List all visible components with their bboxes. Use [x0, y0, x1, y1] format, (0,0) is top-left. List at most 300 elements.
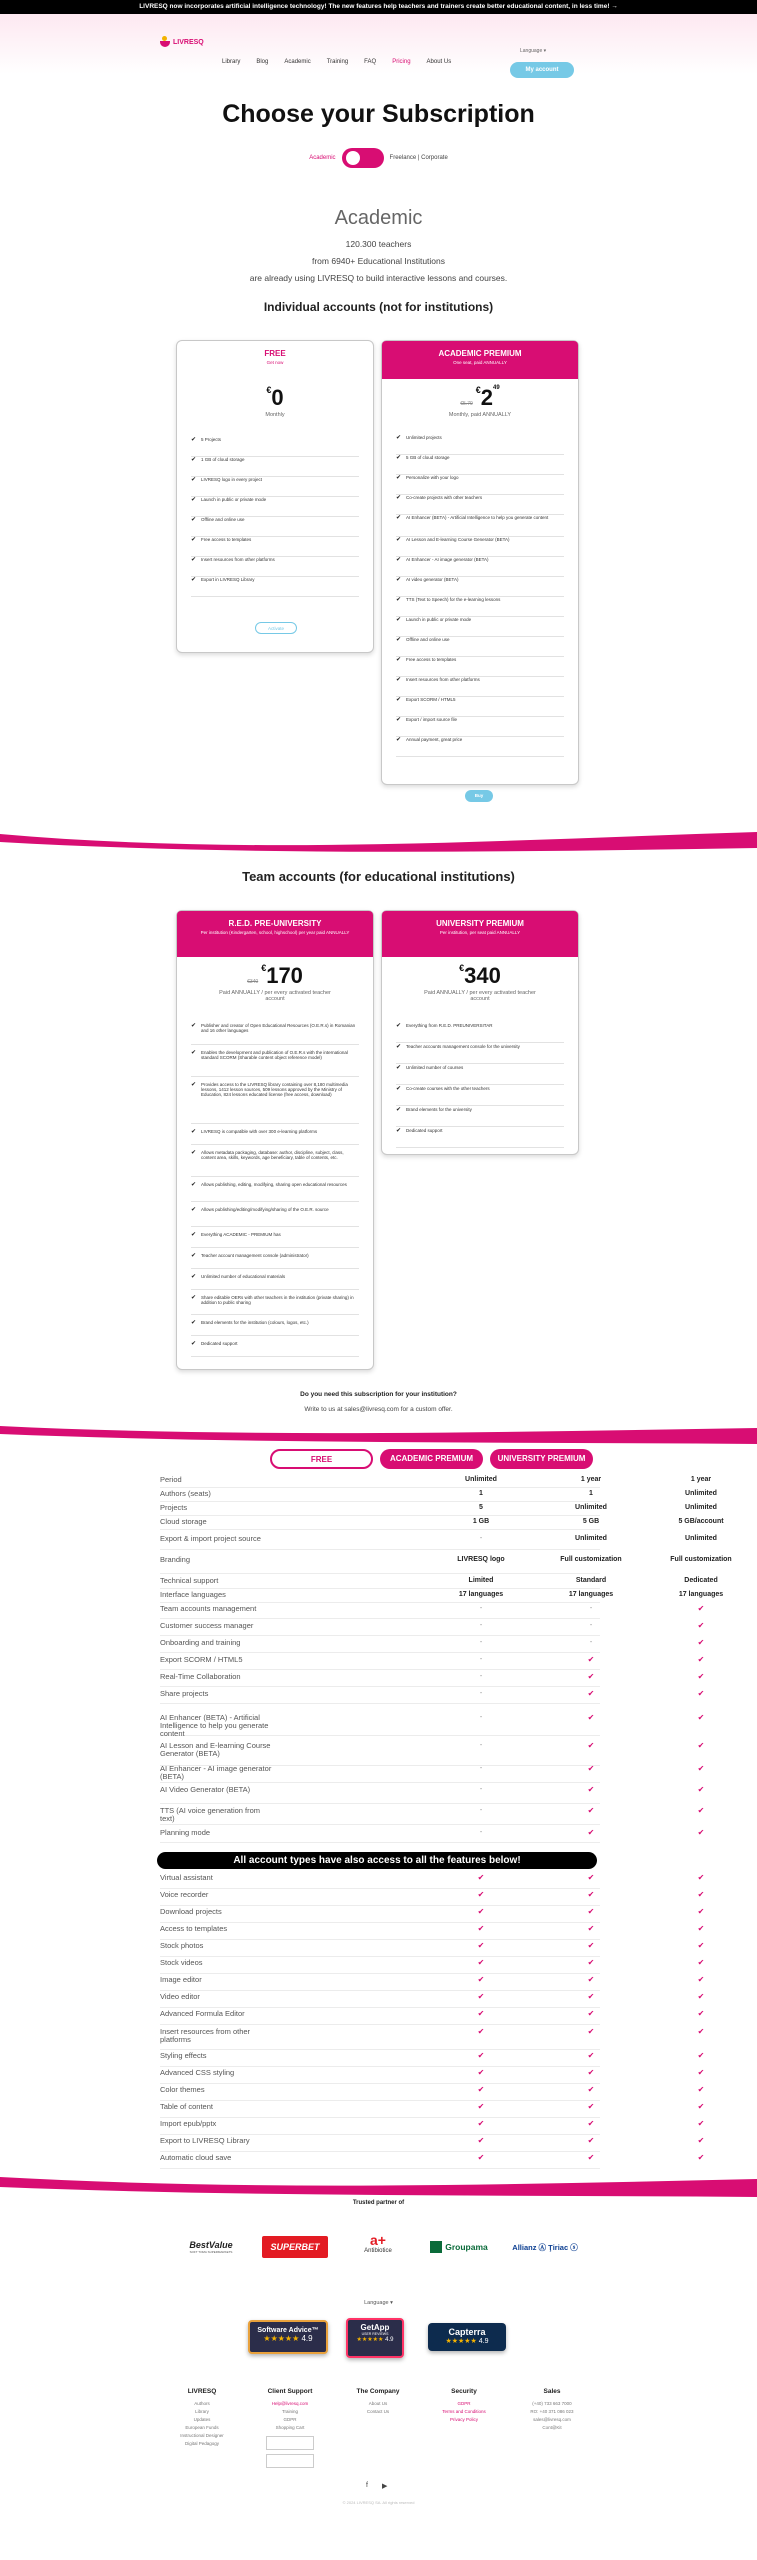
- comparison-row: [160, 1741, 705, 1766]
- feature-item: ✔ Personalize with your logo: [396, 475, 564, 495]
- comparison-row: [160, 1517, 724, 1530]
- footer-link[interactable]: Updates: [193, 2417, 211, 2422]
- common-feature-row: [160, 2027, 705, 2050]
- comparison-row: [160, 1503, 717, 1516]
- check-icon: ✔: [191, 1341, 197, 1347]
- comparison-cell: 1 year: [690, 1476, 712, 1483]
- certification-badge: [266, 2454, 314, 2468]
- plan-name: R.E.D. PRE-UNIVERSITY: [228, 919, 322, 928]
- check-icon: ✔: [191, 1182, 197, 1188]
- check-icon: ✔: [697, 1975, 705, 1984]
- comparison-cell: -: [479, 1605, 483, 1612]
- comparison-row: [160, 1489, 717, 1502]
- common-feature-row: [160, 1958, 705, 1974]
- check-icon: ✔: [191, 1253, 197, 1259]
- feature-item: ✔ TTS (Text to Speech) for the e-learning lessons: [396, 597, 564, 617]
- common-feature-row: [160, 2051, 705, 2067]
- footer-link[interactable]: Cont@Kit: [542, 2425, 562, 2430]
- footer-link[interactable]: About Us: [368, 2401, 388, 2406]
- allianz-tiriac-logo: Allianz Ⓐ Ţiriac ⓢ: [512, 2242, 578, 2252]
- common-feature-label: Image editor: [160, 1975, 202, 1984]
- comparison-row-label: Technical support: [160, 1576, 219, 1585]
- comparison-row-label: Real-Time Collaboration: [160, 1672, 241, 1681]
- check-icon: ✔: [587, 2136, 595, 2145]
- plan-price: $€5.79^€2^{49}$: [460, 385, 500, 410]
- institution-count: from 6940+ Educational Institutions: [311, 256, 445, 266]
- footer-link[interactable]: Help@livresq.com: [271, 2401, 309, 2406]
- comparison-cell: -: [479, 1639, 483, 1646]
- comparison-row: [160, 1806, 705, 1825]
- check-icon: ✔: [697, 1638, 705, 1647]
- check-icon: ✔: [477, 1958, 485, 1967]
- comparison-cell: -: [479, 1535, 483, 1542]
- footer-col-security: Security GDPR Terms and Conditions Privacy Policy: [432, 2388, 496, 2424]
- comparison-cell: -: [589, 1622, 593, 1629]
- plan-note: Per institution, per seat paid ANNUALLY: [439, 930, 521, 935]
- comparison-cell: Unlimited: [575, 1504, 607, 1511]
- check-icon: ✔: [587, 1785, 595, 1794]
- comparison-row: [160, 1590, 724, 1603]
- common-feature-label: Table of content: [160, 2102, 213, 2111]
- feature-item: ✔ Co-create courses with the other teachers: [396, 1086, 564, 1106]
- check-icon: ✔: [191, 1023, 197, 1029]
- feature-item: ✔ AI video generator (BETA): [396, 577, 564, 597]
- comparison-cell: Unlimited: [685, 1535, 717, 1542]
- common-feature-row: [160, 1941, 705, 1957]
- comparison-row: [160, 1828, 705, 1843]
- comparison-row: [160, 1785, 705, 1804]
- free-plan-card: [176, 340, 374, 653]
- check-icon: ✔: [191, 437, 197, 443]
- groupama-logo: Groupama: [426, 2236, 492, 2258]
- comparison-cell: -: [479, 1829, 483, 1836]
- check-icon: ✔: [587, 1992, 595, 2001]
- check-icon: ✔: [587, 2068, 595, 2077]
- common-feature-row: [160, 2119, 705, 2135]
- contact-sales-text[interactable]: Write to us at sales@livresq.com for a custom offer.: [304, 1406, 453, 1413]
- nav-training[interactable]: Training: [326, 59, 349, 65]
- check-icon: ✔: [396, 737, 402, 743]
- common-feature-label: Insert resources from other platforms: [160, 2027, 251, 2044]
- footer-col-company: The Company About Us Contact Us: [350, 2388, 406, 2416]
- check-icon: ✔: [477, 2068, 485, 2077]
- check-icon: ✔: [191, 1207, 197, 1213]
- comparison-cell: -: [479, 1742, 483, 1749]
- footer-link[interactable]: Instructional Designer: [180, 2433, 224, 2438]
- check-icon: ✔: [697, 2153, 705, 2162]
- site-logo[interactable]: [160, 36, 204, 48]
- toggle-label-academic[interactable]: Academic: [309, 155, 336, 161]
- plan-name: UNIVERSITY PREMIUM: [436, 919, 524, 928]
- plan-price: €0: [266, 385, 284, 410]
- audience-description: are already using LIVRESQ to build interactive lessons and courses.: [249, 273, 508, 283]
- main-nav: [222, 59, 467, 65]
- pink-wave-divider: [0, 826, 757, 856]
- comparison-cell: -: [589, 1605, 593, 1612]
- check-icon: ✔: [587, 1828, 595, 1837]
- check-icon: ✔: [697, 1924, 705, 1933]
- audience-toggle-row: [0, 148, 757, 168]
- footer-col-livresq: LIVRESQ Authors Library Updates European Funds Instructional Designer Digital Pedagogy: [176, 2388, 228, 2448]
- comparison-row-label: TTS (AI voice generation from text): [160, 1806, 261, 1823]
- check-icon: ✔: [477, 2027, 485, 2036]
- plan-name: FREE: [264, 349, 286, 358]
- my-account-button[interactable]: My account: [510, 62, 574, 78]
- check-icon: ✔: [477, 2085, 485, 2094]
- comparison-row-label: Team accounts management: [160, 1604, 257, 1613]
- check-icon: ✔: [697, 2119, 705, 2128]
- comparison-cell: Standard: [575, 1577, 607, 1584]
- common-feature-label: Import epub/pptx: [160, 2119, 217, 2128]
- feature-item: ✔ Unlimited number of educational materials: [191, 1274, 359, 1290]
- common-feature-row: [160, 2068, 705, 2084]
- nav-pricing[interactable]: Pricing: [392, 59, 411, 65]
- youtube-icon[interactable]: ▶: [382, 2483, 388, 2490]
- announcement-bar[interactable]: LIVRESQ now incorporates artificial intelligence technology! The new features help teachers and trainers create better educational content, in less time! →: [0, 0, 757, 14]
- common-feature-row: [160, 2085, 705, 2101]
- buy-button[interactable]: Buy: [465, 790, 493, 802]
- comparison-cell: -: [479, 1656, 483, 1663]
- comparison-row-label: Customer success manager: [160, 1621, 254, 1630]
- red-pre-university-card: [176, 910, 374, 1370]
- check-icon: ✔: [587, 1689, 595, 1698]
- free-feature-list: [191, 437, 359, 597]
- software-advice-badge[interactable]: Software Advice™ ★★★★★ 4.9: [248, 2320, 328, 2354]
- check-icon: ✔: [587, 1924, 595, 1933]
- check-icon: ✔: [477, 1924, 485, 1933]
- nav-faq[interactable]: FAQ: [364, 59, 377, 65]
- footer-link[interactable]: Contact Us: [366, 2409, 390, 2414]
- check-icon: ✔: [477, 2136, 485, 2145]
- check-icon: ✔: [587, 1873, 595, 1882]
- comparison-cell: -: [479, 1786, 483, 1793]
- footer-link[interactable]: Privacy Policy: [449, 2417, 478, 2422]
- common-feature-label: Virtual assistant: [160, 1873, 213, 1882]
- feature-item: ✔ Export in LIVRESQ Library: [191, 577, 359, 597]
- footer-link[interactable]: Library: [195, 2409, 209, 2414]
- check-icon: ✔: [396, 455, 402, 461]
- team-accounts-title: Team accounts (for educational institutions): [242, 869, 515, 884]
- common-feature-label: Video editor: [160, 1992, 200, 2001]
- feature-item: ✔ Share editable OERs with other teachers in the institution (private sharing) in addition to public sharing: [191, 1295, 359, 1315]
- comparison-cell: 17 languages: [568, 1591, 614, 1598]
- check-icon: ✔: [396, 657, 402, 663]
- common-feature-label: Stock photos: [160, 1941, 204, 1950]
- comparison-row-label: Authors (seats): [160, 1489, 211, 1498]
- feature-item: ✔ Unlimited projects: [396, 435, 564, 455]
- check-icon: ✔: [477, 2009, 485, 2018]
- page-title: Choose your Subscription: [222, 100, 535, 128]
- pink-wave-divider: [0, 2175, 757, 2201]
- comparison-row: [160, 1475, 712, 1488]
- feature-item: ✔ 1 GB of cloud storage: [191, 457, 359, 477]
- footer-link[interactable]: GDPR: [283, 2417, 297, 2422]
- comparison-row-label: Share projects: [160, 1689, 209, 1698]
- comparison-cell: -: [479, 1673, 483, 1680]
- logo-icon: [160, 36, 170, 48]
- check-icon: ✔: [697, 1907, 705, 1916]
- comparison-cell: Full customization: [560, 1556, 622, 1563]
- common-feature-row: [160, 1992, 705, 2008]
- academic-plan-header: [382, 341, 578, 379]
- check-icon: ✔: [587, 1806, 595, 1815]
- comparison-row-label: Cloud storage: [160, 1517, 207, 1526]
- nav-about-us[interactable]: About Us: [426, 59, 452, 65]
- check-icon: ✔: [396, 697, 402, 703]
- common-feature-label: Download projects: [160, 1907, 222, 1916]
- comparison-row: [160, 1672, 705, 1687]
- university-premium-card: [381, 910, 579, 1155]
- comparison-row: [160, 1534, 717, 1550]
- check-icon: ✔: [697, 1785, 705, 1794]
- feature-item: ✔ Free access to templates: [396, 657, 564, 677]
- common-feature-label: Advanced CSS styling: [160, 2068, 235, 2077]
- check-icon: ✔: [477, 1907, 485, 1916]
- check-icon: ✔: [697, 1621, 705, 1630]
- comparison-cell: 5 GB/account: [678, 1518, 724, 1525]
- check-icon: ✔: [697, 1941, 705, 1950]
- comparison-cell: 1: [589, 1490, 593, 1497]
- check-icon: ✔: [477, 1975, 485, 1984]
- check-icon: ✔: [191, 457, 197, 463]
- common-feature-label: Color themes: [160, 2085, 205, 2094]
- feature-item: ✔ Offline and online use: [396, 637, 564, 657]
- check-icon: ✔: [477, 2119, 485, 2128]
- feature-item: ✔ Provides access to the LIVRESQ library containing over 8,180 multimedia lessons, 1412 lesson sources, 509 lessons approved by the Ministry of Education, 824 lessons educated license (free access, download): [191, 1082, 359, 1124]
- red-feature-list: [191, 1023, 359, 1357]
- check-icon: ✔: [697, 2136, 705, 2145]
- check-icon: ✔: [697, 2102, 705, 2111]
- comparison-cell: 1 GB: [472, 1518, 490, 1525]
- footer-link[interactable]: sales@livresq.com: [533, 2417, 571, 2422]
- comparison-row-label: AI Enhancer (BETA) - Artificial Intelligence to help you generate content: [160, 1713, 269, 1738]
- comparison-row-label: Onboarding and training: [160, 1638, 241, 1647]
- common-feature-label: Stock videos: [160, 1958, 203, 1967]
- logo-text: LIVRESQ: [173, 38, 204, 46]
- footer-link[interactable]: Authors: [194, 2401, 210, 2406]
- check-icon: ✔: [477, 1941, 485, 1950]
- common-feature-label: Export to LIVRESQ Library: [160, 2136, 250, 2145]
- comparison-cell: 1 year: [580, 1476, 602, 1483]
- check-icon: ✔: [697, 1828, 705, 1837]
- check-icon: ✔: [191, 1274, 197, 1280]
- feature-item: ✔ Everything from R.E.D. PREUNIVERSITAR: [396, 1023, 564, 1043]
- activate-button[interactable]: Activate: [255, 622, 297, 634]
- university-feature-list: [396, 1023, 564, 1148]
- feature-item: ✔ AI Enhancer - AI image generator (BETA): [396, 557, 564, 577]
- plan-price: €340€170: [247, 963, 303, 988]
- check-icon: ✔: [191, 1295, 197, 1301]
- copyright: © 2024 LIVRESQ SA. All rights reserved: [342, 2500, 415, 2505]
- comparison-cell: -: [479, 1765, 483, 1772]
- comparison-cell: Limited: [468, 1577, 494, 1584]
- check-icon: ✔: [587, 1713, 595, 1722]
- check-icon: ✔: [191, 517, 197, 523]
- red-plan-header: [177, 911, 373, 957]
- check-icon: ✔: [191, 577, 197, 583]
- bestvalue-logo: BestValue SOFT TOMA SUPERMARKETS: [189, 2240, 233, 2254]
- common-feature-row: [160, 2136, 705, 2152]
- audience-toggle[interactable]: [342, 148, 384, 168]
- check-icon: ✔: [477, 1873, 485, 1882]
- check-icon: ✔: [697, 2068, 705, 2077]
- feature-item: ✔ Brand elements for the university: [396, 1107, 564, 1127]
- common-feature-row: [160, 1975, 705, 1991]
- check-icon: ✔: [396, 1107, 402, 1113]
- all-features-banner: All account types have also access to all the features below!: [157, 1852, 597, 1869]
- check-icon: ✔: [477, 2051, 485, 2060]
- common-feature-label: Voice recorder: [160, 1890, 209, 1899]
- feature-item: ✔ Launch in public or private mode: [191, 497, 359, 517]
- comparison-row-label: Projects: [160, 1503, 188, 1512]
- footer-link[interactable]: Digital Pedagogy: [184, 2441, 220, 2446]
- check-icon: ✔: [477, 1992, 485, 2001]
- compare-header-academic: ACADEMIC PREMIUM: [380, 1449, 483, 1469]
- footer-link[interactable]: (+40) 733 663 7000: [532, 2401, 572, 2406]
- toggle-label-corporate[interactable]: Freelance | Corporate: [389, 155, 448, 161]
- check-icon: ✔: [587, 2119, 595, 2128]
- feature-item: ✔ Brand elements for the institution (colours, logos, etc.): [191, 1320, 359, 1336]
- check-icon: ✔: [396, 1128, 402, 1134]
- check-icon: ✔: [191, 1320, 197, 1326]
- nav-academic[interactable]: Academic: [284, 59, 311, 65]
- plan-name: ACADEMIC PREMIUM: [438, 349, 522, 358]
- feature-item: ✔ Annual payment, great price: [396, 737, 564, 757]
- check-icon: ✔: [697, 1873, 705, 1882]
- check-icon: ✔: [697, 1713, 705, 1722]
- check-icon: ✔: [191, 557, 197, 563]
- university-plan-header: [382, 911, 578, 957]
- feature-item: ✔ Launch in public or private mode: [396, 617, 564, 637]
- common-feature-row: [160, 1873, 705, 1889]
- check-icon: ✔: [587, 2027, 595, 2036]
- common-feature-row: [160, 2009, 705, 2025]
- check-icon: ✔: [396, 677, 402, 683]
- check-icon: ✔: [191, 1150, 197, 1156]
- check-icon: ✔: [587, 1907, 595, 1916]
- check-icon: ✔: [697, 1655, 705, 1664]
- comparison-row-label: AI Lesson and E-learning Course Generator (BETA): [160, 1741, 271, 1758]
- feature-item: ✔ Allows publishing/editing/modifying/sharing of the O.E.R. source: [191, 1207, 359, 1227]
- check-icon: ✔: [396, 557, 402, 563]
- check-icon: ✔: [587, 1958, 595, 1967]
- check-icon: ✔: [587, 2102, 595, 2111]
- check-icon: ✔: [587, 1890, 595, 1899]
- footer-link[interactable]: GDPR: [457, 2401, 471, 2406]
- check-icon: ✔: [191, 1129, 197, 1135]
- footer-language-select[interactable]: Language ▾: [364, 2300, 393, 2306]
- feature-item: ✔ 5 Projects: [191, 437, 359, 457]
- check-icon: ✔: [697, 2085, 705, 2094]
- check-icon: ✔: [396, 577, 402, 583]
- feature-item: ✔ AI Enhancer (BETA) - Artificial Intelligence to help you generate content: [396, 515, 564, 537]
- academic-feature-list: [396, 435, 564, 757]
- check-icon: ✔: [587, 1941, 595, 1950]
- capterra-badge[interactable]: Capterra ★★★★★ 4.9: [428, 2323, 506, 2351]
- plan-period: Paid ANNUALLY / per every activated teacher account: [424, 990, 536, 1002]
- check-icon: ✔: [697, 1806, 705, 1815]
- check-icon: ✔: [396, 495, 402, 501]
- compare-header-university: UNIVERSITY PREMIUM: [490, 1449, 593, 1469]
- plan-period: Monthly, paid ANNUALLY: [448, 412, 512, 418]
- feature-item: ✔ LIVRESQ is compatible with over 300 e-learning platforms: [191, 1129, 359, 1145]
- antibiotice-logo: a+ Antibiotice: [364, 2232, 392, 2254]
- plan-note: Per institution (Kindergarten, school, highschool) per year paid ANNUALLY: [200, 930, 350, 935]
- check-icon: ✔: [697, 1992, 705, 2001]
- language-select[interactable]: Language ▾: [520, 48, 547, 54]
- check-icon: ✔: [697, 1672, 705, 1681]
- check-icon: ✔: [396, 515, 402, 521]
- check-icon: ✔: [697, 1604, 705, 1613]
- footer-link[interactable]: RO: +40 371 086 023: [530, 2409, 574, 2414]
- feature-item: ✔ Export SCORM / HTML5: [396, 697, 564, 717]
- check-icon: ✔: [477, 2153, 485, 2162]
- check-icon: ✔: [697, 1890, 705, 1899]
- comparison-cell: -: [479, 1622, 483, 1629]
- check-icon: ✔: [697, 2027, 705, 2036]
- footer-link[interactable]: Shopping Cart: [275, 2425, 305, 2430]
- common-feature-label: Automatic cloud save: [160, 2153, 232, 2162]
- footer-col-client-support: Client Support Help@livresq.com Training GDPR Shopping Cart: [262, 2388, 318, 2468]
- nav-blog[interactable]: Blog: [256, 59, 269, 65]
- plan-note: One seat, paid ANNUALLY: [453, 360, 507, 365]
- common-feature-row: [160, 2153, 705, 2169]
- getapp-badge[interactable]: GetApp USER REVIEWS ★★★★★ 4.9: [346, 2318, 404, 2358]
- feature-item: ✔ Enables the development and publication of O.E.R.s with the international standard SCORM (Sharable content object reference model): [191, 1050, 359, 1077]
- common-feature-row: [160, 1924, 705, 1940]
- nav-library[interactable]: Library: [222, 59, 241, 65]
- comparison-cell: 17 languages: [678, 1591, 724, 1598]
- check-icon: ✔: [587, 2051, 595, 2060]
- check-icon: ✔: [396, 1044, 402, 1050]
- comparison-row: [160, 1576, 718, 1589]
- feature-item: ✔ 5 GB of cloud storage: [396, 455, 564, 475]
- common-feature-row: [160, 1907, 705, 1923]
- check-icon: ✔: [587, 2009, 595, 2018]
- feature-item: ✔ Everything ACADEMIC - PREMIUM has: [191, 1232, 359, 1248]
- comparison-cell: Full customization: [670, 1556, 732, 1563]
- plan-price: €340: [459, 963, 501, 988]
- comparison-cell: 5 GB: [582, 1518, 600, 1525]
- comparison-row: [160, 1713, 705, 1738]
- comparison-cell: -: [479, 1807, 483, 1814]
- check-icon: ✔: [477, 1890, 485, 1899]
- check-icon: ✔: [697, 1958, 705, 1967]
- feature-item: ✔ Allows metadata packaging, database: author, discipline, subject, class, content area, skills, keywords, age beneficiary, table of contents, etc.: [191, 1150, 359, 1177]
- comparison-cell: LIVRESQ logo: [457, 1556, 505, 1563]
- comparison-row: [160, 1655, 705, 1670]
- comparison-row-label: AI Video Generator (BETA): [160, 1785, 251, 1794]
- toggle-knob: [346, 151, 360, 165]
- check-icon: ✔: [697, 2009, 705, 2018]
- comparison-row-label: AI Enhancer - AI image generator (BETA): [160, 1764, 272, 1781]
- check-icon: ✔: [587, 1672, 595, 1681]
- check-icon: ✔: [396, 537, 402, 543]
- feature-item: ✔ Publisher and creator of Open Educational Resources (O.E.R.s) in Romanian and 16 other languages: [191, 1023, 359, 1045]
- footer-link[interactable]: European Funds: [185, 2425, 219, 2430]
- comparison-cell: 5: [479, 1504, 483, 1511]
- comparison-cell: -: [589, 1639, 593, 1646]
- footer-link[interactable]: Terms and Conditions: [442, 2409, 486, 2414]
- check-icon: ✔: [587, 1975, 595, 1984]
- footer-link[interactable]: Training: [281, 2409, 299, 2414]
- feature-item: ✔ Offline and online use: [191, 517, 359, 537]
- teacher-count: 120.300 teachers: [345, 239, 412, 249]
- check-icon: ✔: [587, 1764, 595, 1773]
- check-icon: ✔: [396, 717, 402, 723]
- plan-period: Monthly: [265, 412, 285, 418]
- facebook-icon[interactable]: f: [366, 2482, 368, 2489]
